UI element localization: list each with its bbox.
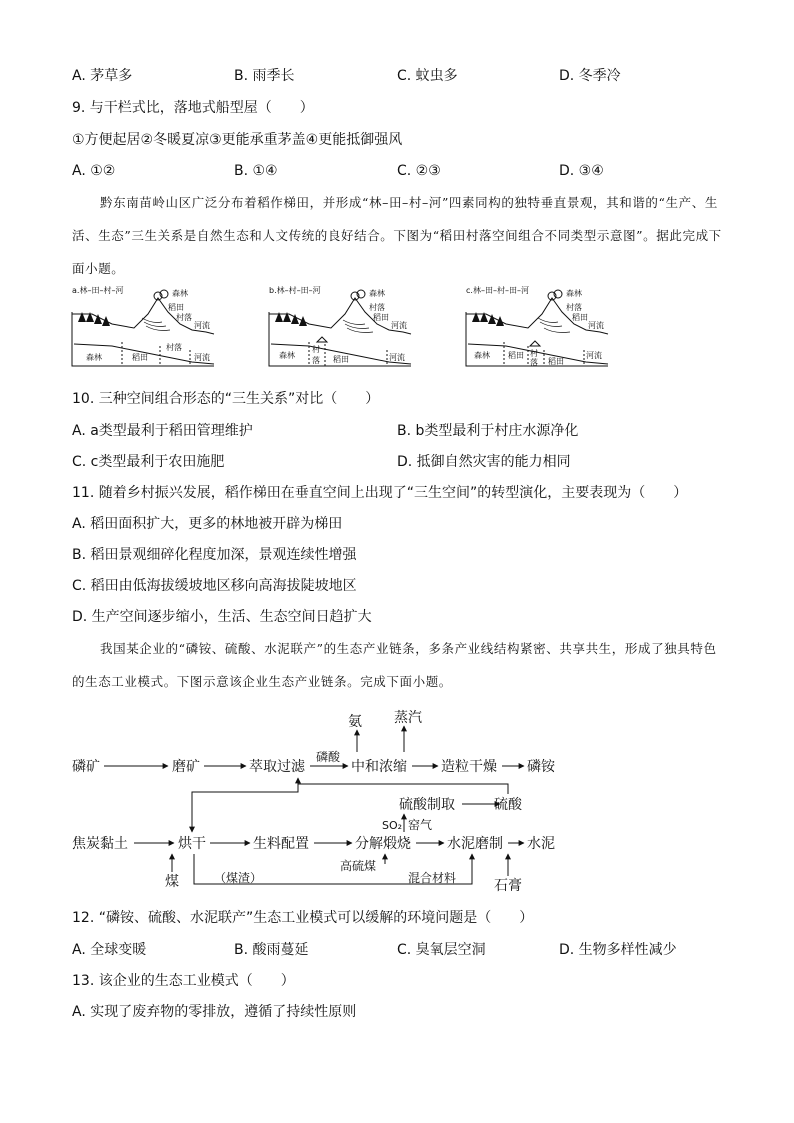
q10-option-a[interactable]: A. a类型最利于稻田管理维护 <box>72 423 253 439</box>
node-calcine: 分解煅烧 <box>355 836 411 852</box>
q9-option-b[interactable]: B. ①④ <box>234 163 278 179</box>
label-so2: SO₂ <box>382 819 403 832</box>
q8-option-b[interactable]: B. 雨季长 <box>234 68 295 84</box>
node-steam: 蒸汽 <box>394 710 422 726</box>
node-cement-grind: 水泥磨制 <box>447 836 503 852</box>
q8-option-c[interactable]: C. 蚊虫多 <box>397 68 458 84</box>
q9-stem: 9. 与干栏式比，落地式船型屋（ ） <box>72 100 314 116</box>
node-coal: 煤 <box>165 874 179 890</box>
q8-option-a[interactable]: A. 茅草多 <box>72 68 133 84</box>
panel-b-top-label-1: 森林 <box>369 289 385 298</box>
panel-b-bottom-label-3: 落 <box>312 356 320 365</box>
panel-a-top-label-3: 村落 <box>176 313 192 322</box>
panel-a-bottom-label-1: 森林 <box>86 353 102 362</box>
label-mixed-material: 混合材料 <box>408 871 457 885</box>
panel-c-bottom-label-4: 落 <box>530 358 538 367</box>
panel-c-bottom-label-3: 村 <box>530 349 538 358</box>
node-neutralize: 中和浓缩 <box>351 759 407 775</box>
node-sulfuric-acid: 硫酸 <box>494 797 522 813</box>
q9-option-a[interactable]: A. ①② <box>72 163 116 179</box>
q13-option-a[interactable]: A. 实现了废弃物的零排放，遵循了持续性原则 <box>72 1004 357 1020</box>
node-high-sulfur-coal: 高硫煤 <box>340 859 377 873</box>
panel-a-title: a.林–田–村–河 <box>72 286 124 295</box>
panel-c-top-label-1: 森林 <box>566 289 582 298</box>
panel-a-top-label-1: 森林 <box>172 289 188 298</box>
q11-option-d[interactable]: D. 生产空间逐步缩小，生活、生态空间日趋扩大 <box>72 609 372 625</box>
node-coke-clay: 焦炭黏土 <box>72 836 128 852</box>
node-grinding: 磨矿 <box>172 759 200 775</box>
q10-stem: 10. 三种空间组合形态的“三生关系”对比（ ） <box>72 391 380 407</box>
panel-b-bottom-label-4: 稻田 <box>333 355 349 364</box>
label-slag: （煤渣） <box>214 871 263 885</box>
node-drying: 烘干 <box>178 836 206 852</box>
node-ammonium-phosphate: 磷铵 <box>527 759 555 775</box>
q9-option-d[interactable]: D. ③④ <box>559 163 604 179</box>
panel-c-bottom-label-5: 稻田 <box>548 357 564 366</box>
node-ammonia: 氨 <box>348 714 362 730</box>
q11-option-a[interactable]: A. 稻田面积扩大，更多的林地被开辟为梯田 <box>72 516 343 532</box>
panel-c-title: c.林–田–村–田–河 <box>466 286 529 295</box>
figure-village-field-types <box>72 284 612 374</box>
panel-b-top-label-4: 河流 <box>391 321 407 330</box>
node-extraction: 萃取过滤 <box>249 759 305 775</box>
panel-a-bottom-label-3: 村落 <box>166 343 182 352</box>
panel-b <box>269 285 411 366</box>
panel-c-bottom-label-1: 森林 <box>474 351 490 360</box>
q12-option-c[interactable]: C. 臭氧层空洞 <box>397 942 486 958</box>
panel-a-bottom-label-2: 稻田 <box>132 353 148 362</box>
panel-c-bottom-label-2: 稻田 <box>508 351 524 360</box>
q10-option-b[interactable]: B. b类型最利于村庄水源净化 <box>397 423 579 439</box>
q11-option-c[interactable]: C. 稻田由低海拔缓坡地区移向高海拔陡坡地区 <box>72 578 357 594</box>
node-acid-making: 硫酸制取 <box>399 797 455 813</box>
panel-b-bottom-label-2: 村 <box>312 345 320 354</box>
panel-a-bottom-label-4: 河流 <box>194 353 210 362</box>
panel-c-top-label-4: 河流 <box>588 321 604 330</box>
node-granulate: 造粒干燥 <box>441 759 497 775</box>
panel-c-top-label-2: 村落 <box>566 303 582 312</box>
panel-c <box>466 285 608 367</box>
q12-option-d[interactable]: D. 生物多样性减少 <box>559 942 677 958</box>
panel-c-top-label-3: 稻田 <box>572 313 588 322</box>
q11-stem: 11. 随着乡村振兴发展，稻作梯田在垂直空间上出现了“三生空间”的转型演化，主要表现为（ ） <box>72 485 688 501</box>
q13-stem: 13. 该企业的生态工业模式（ ） <box>72 973 295 989</box>
node-gypsum: 石膏 <box>494 878 522 894</box>
q10-option-c[interactable]: C. c类型最利于农田施肥 <box>72 454 225 470</box>
q9-option-c[interactable]: C. ②③ <box>397 163 441 179</box>
panel-b-bottom-label-5: 河流 <box>389 353 405 362</box>
label-phosphoric-acid: 磷酸 <box>316 750 341 764</box>
panel-b-title: b.林–村–田–河 <box>269 286 321 295</box>
panel-b-bottom-label-1: 森林 <box>279 351 295 360</box>
q11-option-b[interactable]: B. 稻田景观细碎化程度加深，景观连续性增强 <box>72 547 357 563</box>
panel-a-top-label-4: 河流 <box>194 321 210 330</box>
panel-a <box>72 285 214 366</box>
q12-stem: 12. “磷铵、硫酸、水泥联产”生态工业模式可以缓解的环境问题是（ ） <box>72 910 534 926</box>
q10-option-d[interactable]: D. 抵御自然灾害的能力相同 <box>397 454 571 470</box>
node-cement: 水泥 <box>527 836 555 852</box>
node-raw-mix: 生料配置 <box>253 836 309 852</box>
node-phosphate-ore: 磷矿 <box>72 759 100 775</box>
label-kiln-gas: 窑气 <box>408 818 433 832</box>
passage-terraces: 黔东南苗岭山区广泛分布着稻作梯田，并形成“林–田–村–河”四素同构的独特垂直景观，其和谐的“生产、生活、生态”三生关系是自然生态和人文传统的良好结合。下图为“稻田村落空间组合不同类型示意图”。据此完成下面小题。 <box>72 195 722 276</box>
q12-option-b[interactable]: B. 酸雨蔓延 <box>234 942 309 958</box>
panel-a-top-label-2: 稻田 <box>168 303 184 312</box>
q12-option-a[interactable]: A. 全球变暖 <box>72 942 147 958</box>
q9-statements: ①方便起居②冬暖夏凉③更能承重茅盖④更能抵御强风 <box>72 132 403 148</box>
q8-option-d[interactable]: D. 冬季冷 <box>559 68 621 84</box>
panel-b-top-label-2: 村落 <box>369 303 385 312</box>
panel-c-bottom-label-6: 河流 <box>586 351 602 360</box>
figure-eco-industry-chain <box>72 704 572 894</box>
passage-eco-industry: 我国某企业的“磷铵、硫酸、水泥联产”的生态产业链条，多条产业线结构紧密、共享共生，形成了独具特色的生态工业模式。下图示意该企业生态产业链条。完成下面小题。 <box>72 641 717 689</box>
panel-b-top-label-3: 稻田 <box>373 313 389 322</box>
